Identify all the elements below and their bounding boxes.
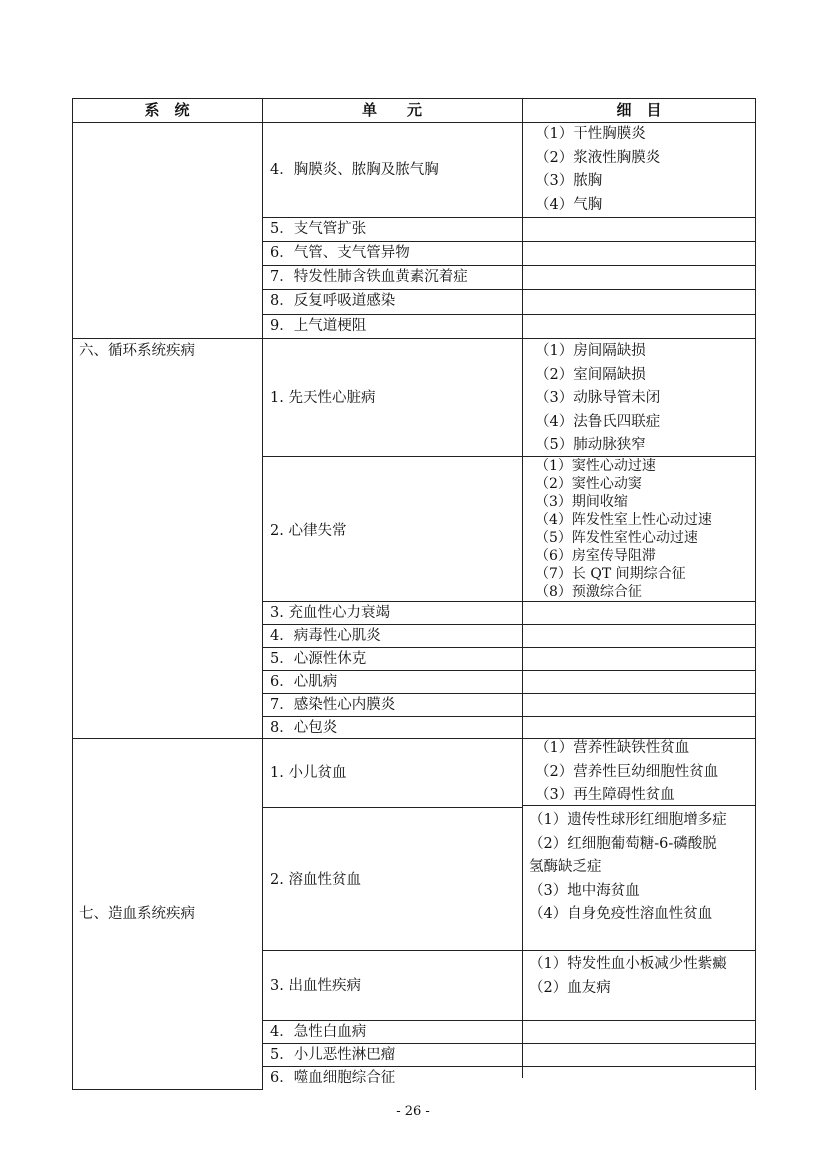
- unit-heart-failure: 3. 充血性心力衰竭: [270, 605, 390, 621]
- row-line: [262, 950, 522, 951]
- unit-cardiomyopathy: 6．心肌病: [270, 674, 338, 690]
- row-line: [262, 217, 756, 218]
- list-item: （6）房室传导阻滞: [535, 548, 656, 564]
- row-line: [262, 624, 756, 625]
- list-item: （8）预激综合征: [535, 584, 642, 600]
- list-item: （5）阵发性室性心动过速: [535, 530, 698, 546]
- row-line: [262, 647, 756, 648]
- list-item: （3）再生障碍性贫血: [535, 787, 675, 803]
- row-line: [262, 265, 756, 266]
- col-line-right: [755, 98, 756, 1090]
- unit-anemia: 1. 小儿贫血: [270, 765, 347, 781]
- unit-recurrent-infection: 8．反复呼吸道感染: [270, 293, 396, 309]
- list-item: （4）气胸: [535, 196, 603, 213]
- col-line-1: [262, 98, 263, 1090]
- list-item: （3）动脉导管未闭: [535, 390, 661, 406]
- list-item: （2）营养性巨幼细胞性贫血: [535, 763, 719, 780]
- unit-lymphoma: 5．小儿恶性淋巴瘤: [270, 1047, 396, 1063]
- row-line: [262, 289, 756, 290]
- unit-pleurisy: 4．胸膜炎、脓胸及脓气胸: [270, 162, 439, 178]
- unit-congenital-heart: 1. 先天性心脏病: [270, 390, 376, 406]
- row-line: [262, 1020, 756, 1021]
- list-item: （2）窦性心动窦: [535, 476, 642, 492]
- system-circulatory: 六、循环系统疾病: [79, 343, 195, 359]
- unit-hemorrhagic: 3. 出血性疾病: [270, 978, 361, 994]
- row-line: [262, 314, 756, 315]
- unit-airway-obstruction: 9．上气道梗阻: [270, 318, 367, 334]
- list-item: （3）期间收缩: [535, 494, 628, 510]
- unit-hemolytic-anemia: 2. 溶血性贫血: [270, 872, 361, 888]
- list-item: （1）干性胸膜炎: [535, 126, 646, 142]
- row-line: [262, 241, 756, 242]
- detail-list-hemorrhagic: [529, 953, 749, 1000]
- list-item: （4）法鲁氏四联症: [535, 413, 661, 430]
- header-detail: 细 目: [616, 101, 662, 119]
- detail-list-pleurisy: [535, 123, 755, 217]
- system-hematopoietic: 七、造血系统疾病: [79, 906, 195, 922]
- list-item: 氢酶缺乏症: [529, 859, 602, 875]
- header-system: 系 统: [144, 101, 190, 119]
- unit-leukemia: 4．急性白血病: [270, 1024, 367, 1040]
- detail-list-hemolytic-anemia: [529, 809, 749, 927]
- curriculum-table: [72, 98, 756, 1090]
- row-line: [262, 716, 756, 717]
- unit-foreign-body: 6．气管、支气管异物: [270, 245, 410, 261]
- list-item: （1）房间隔缺损: [535, 343, 646, 359]
- header-unit: 单 元: [361, 101, 422, 119]
- list-item: （4）阵发性室上性心动过速: [535, 512, 712, 528]
- unit-arrhythmia: 2. 心律失常: [270, 523, 347, 539]
- list-item: （1）遗传性球形红细胞增多症: [529, 812, 727, 828]
- col-line-left: [72, 98, 73, 1090]
- section-divider-circulatory: [72, 338, 756, 339]
- list-item: （5）肺动脉狭窄: [535, 437, 646, 453]
- unit-endocarditis: 7．感染性心内膜炎: [270, 697, 396, 713]
- row-line: [522, 950, 756, 951]
- table-bottom-border: [72, 1089, 263, 1090]
- list-item: （1）特发性血小板减少性紫癜: [529, 956, 727, 972]
- detail-list-anemia: [535, 737, 755, 808]
- list-item: （7）长 QT 间期综合征: [535, 566, 686, 582]
- list-item: （2）浆液性胸膜炎: [535, 149, 661, 166]
- list-item: （4）自身免疫性溶血性贫血: [529, 906, 713, 922]
- list-item: （2）室间隔缺损: [535, 366, 646, 383]
- unit-pericarditis: 8．心包炎: [270, 720, 338, 736]
- row-line: [262, 1066, 756, 1067]
- list-item: （2）血友病: [529, 979, 611, 996]
- row-line: [262, 1043, 756, 1044]
- row-line: [262, 693, 756, 694]
- unit-bronchiectasis: 5．支气管扩张: [270, 221, 367, 237]
- page-number: - 26 -: [396, 1104, 430, 1119]
- list-item: （3）脓胸: [535, 173, 603, 189]
- unit-myocarditis: 4．病毒性心肌炎: [270, 628, 381, 644]
- unit-cardiogenic-shock: 5．心源性休克: [270, 651, 367, 667]
- detail-list-arrhythmia: [535, 457, 755, 601]
- col-line-2: [522, 98, 523, 1078]
- row-line: [262, 601, 756, 602]
- list-item: （1）窦性心动过速: [535, 458, 656, 474]
- list-item: （1）营养性缺铁性贫血: [535, 740, 690, 756]
- unit-hemosiderosis: 7．特发性肺含铁血黄素沉着症: [270, 269, 468, 285]
- list-item: （3）地中海贫血: [529, 882, 640, 899]
- row-line: [262, 670, 756, 671]
- row-line: [262, 807, 522, 808]
- list-item: （2）红细胞葡萄糖-6-磷酸脱: [529, 835, 717, 852]
- unit-hlh: 6．噬血细胞综合征: [270, 1070, 396, 1086]
- detail-list-congenital-heart: [535, 340, 755, 458]
